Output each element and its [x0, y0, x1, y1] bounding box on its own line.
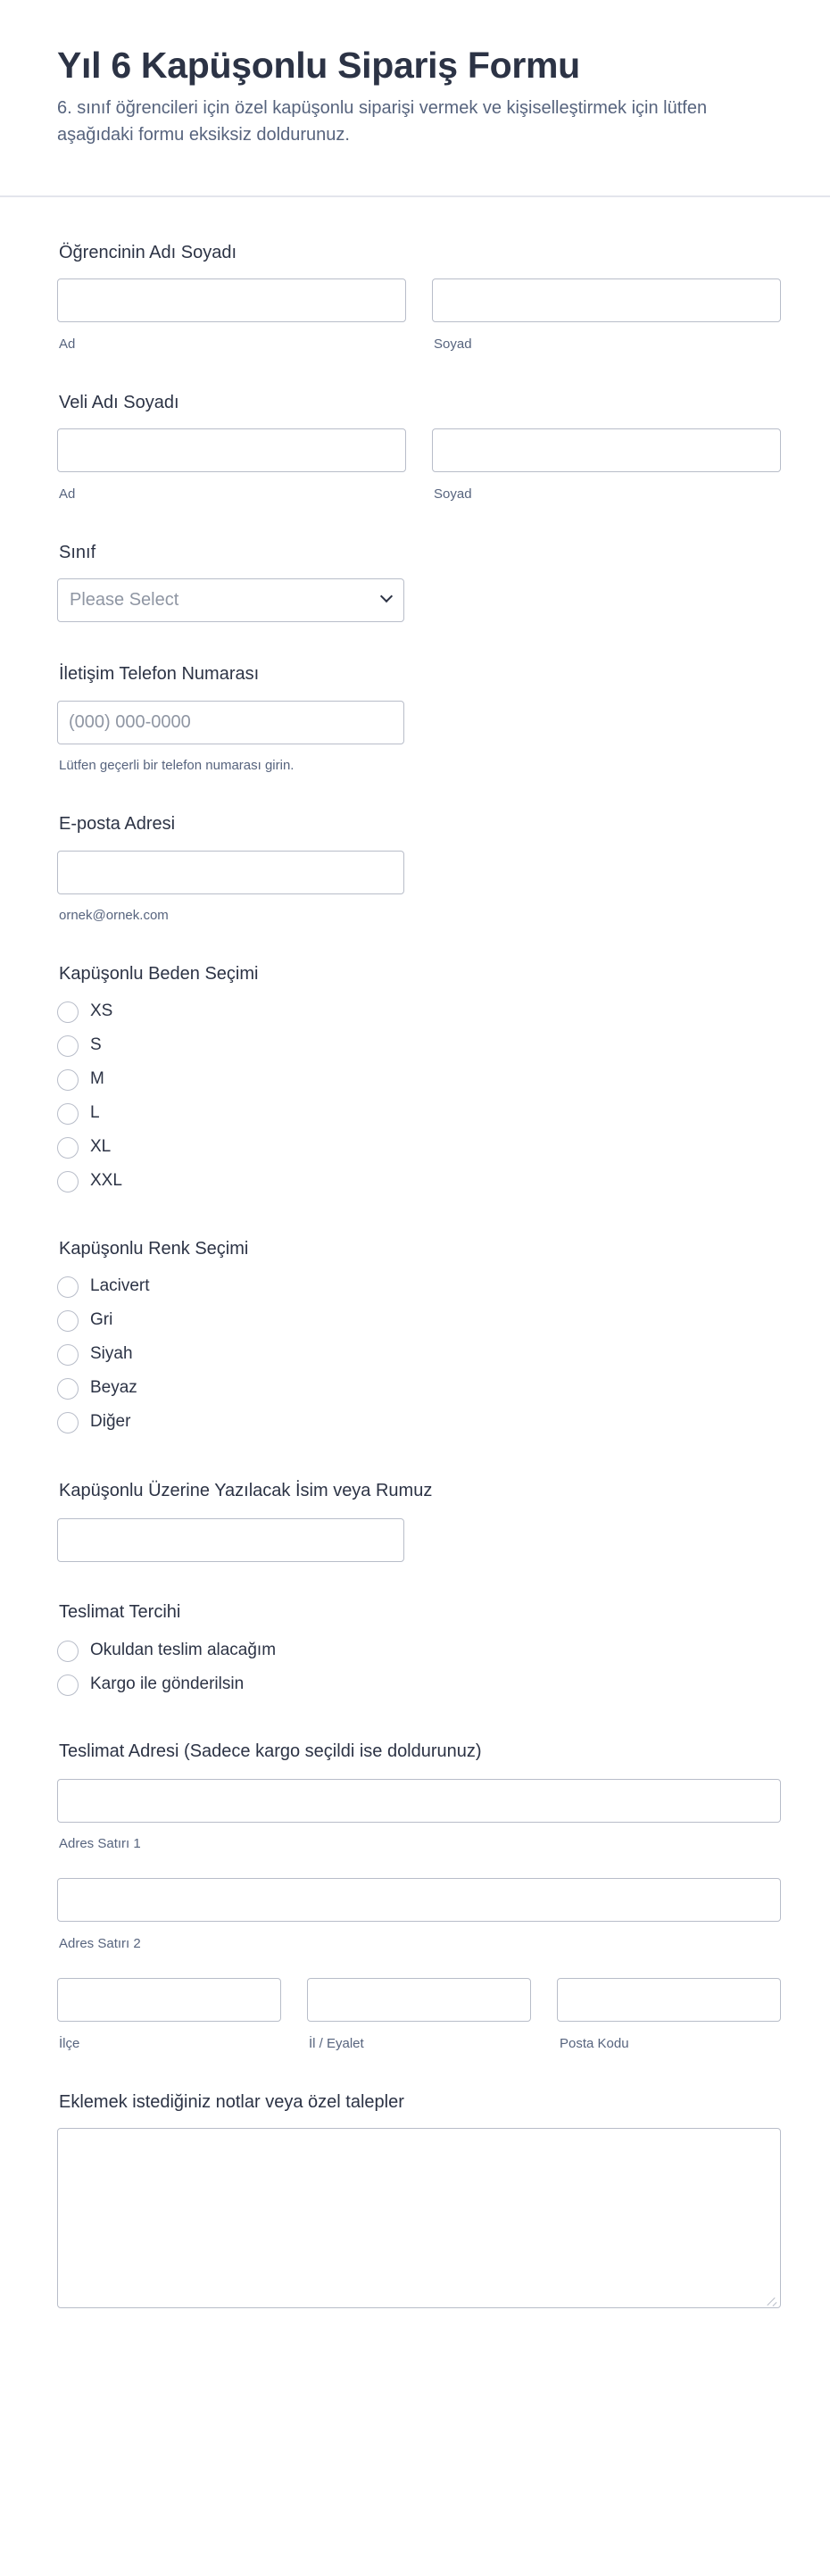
radio-circle[interactable]: [57, 1103, 79, 1125]
student-last-name-sublabel: Soyad: [434, 337, 472, 352]
form-subtitle: 6. sınıf öğrencileri için özel kapüşonlu siparişi vermek ve kişiselleştirmek için lütfen aşağıdaki formu eksiksiz doldurunuz.: [57, 98, 708, 145]
address-label: Teslimat Adresi (Sadece kargo seçildi ise doldurunuz): [59, 1741, 482, 1761]
radio-circle[interactable]: [57, 1069, 79, 1091]
radio-circle[interactable]: [57, 1276, 79, 1298]
postal-code-sublabel: Posta Kodu: [560, 2036, 629, 2051]
phone-hint: Lütfen geçerli bir telefon numarası girin.: [59, 758, 295, 773]
grade-label: Sınıf: [59, 543, 96, 562]
color-label: Kapüşonlu Renk Seçimi: [59, 1239, 249, 1259]
parent-first-name-sublabel: Ad: [59, 486, 76, 502]
size-option-label: M: [90, 1069, 104, 1088]
parent-last-name-input[interactable]: [432, 428, 781, 472]
address-line1-sublabel: Adres Satırı 1: [59, 1836, 141, 1851]
province-input[interactable]: [307, 1978, 531, 2022]
radio-circle[interactable]: [57, 1137, 79, 1159]
postal-code-input[interactable]: [557, 1978, 781, 2022]
district-input[interactable]: [57, 1978, 281, 2022]
color-option-label: Beyaz: [90, 1378, 137, 1397]
delivery-option-label: Okuldan teslim alacağım: [90, 1641, 277, 1659]
chevron-down-icon: [380, 590, 393, 602]
province-sublabel: İl / Eyalet: [309, 2036, 364, 2051]
student-name-label: Öğrencinin Adı Soyadı: [59, 243, 237, 262]
custom-name-label: Kapüşonlu Üzerine Yazılacak İsim veya Rumuz: [59, 1481, 433, 1500]
parent-first-name-input[interactable]: [57, 428, 406, 472]
grade-select-value: Please Select: [70, 590, 179, 610]
phone-label: İletişim Telefon Numarası: [59, 664, 260, 684]
color-option-label: Lacivert: [90, 1276, 150, 1295]
radio-circle[interactable]: [57, 1035, 79, 1057]
notes-label: Eklemek istediğiniz notlar veya özel talepler: [59, 2092, 404, 2112]
radio-circle[interactable]: [57, 1344, 79, 1366]
address-line2-input[interactable]: [57, 1878, 781, 1922]
radio-circle[interactable]: [57, 1171, 79, 1192]
custom-name-input[interactable]: [57, 1518, 404, 1562]
notes-textarea[interactable]: [57, 2128, 781, 2308]
size-option-label: L: [90, 1103, 100, 1122]
form-header: [0, 0, 830, 197]
student-first-name-input[interactable]: [57, 278, 406, 322]
form-title: Yıl 6 Kapüşonlu Sipariş Formu: [57, 45, 580, 86]
parent-name-label: Veli Adı Soyadı: [59, 393, 179, 412]
phone-input[interactable]: [57, 701, 404, 744]
size-label: Kapüşonlu Beden Seçimi: [59, 964, 259, 984]
grade-select[interactable]: [57, 578, 404, 622]
parent-last-name-sublabel: Soyad: [434, 486, 472, 502]
radio-circle[interactable]: [57, 1378, 79, 1400]
radio-circle[interactable]: [57, 1001, 79, 1023]
email-hint: ornek@ornek.com: [59, 908, 169, 923]
district-sublabel: İlçe: [59, 2036, 80, 2051]
delivery-label: Teslimat Tercihi: [59, 1602, 181, 1622]
student-first-name-sublabel: Ad: [59, 337, 76, 352]
email-label: E-posta Adresi: [59, 814, 176, 834]
address-line1-input[interactable]: [57, 1779, 781, 1823]
size-option-label: XL: [90, 1137, 112, 1156]
student-last-name-input[interactable]: [432, 278, 781, 322]
radio-circle[interactable]: [57, 1641, 79, 1662]
radio-circle[interactable]: [57, 1412, 79, 1433]
size-option-label: XS: [90, 1001, 113, 1020]
size-option-label: XXL: [90, 1171, 122, 1190]
color-option-label: Siyah: [90, 1344, 133, 1363]
resize-handle-icon[interactable]: [764, 2294, 776, 2306]
color-option-label: Diğer: [90, 1412, 131, 1431]
email-input[interactable]: [57, 851, 404, 894]
address-line2-sublabel: Adres Satırı 2: [59, 1936, 141, 1951]
color-option-label: Gri: [90, 1310, 113, 1329]
delivery-option-label: Kargo ile gönderilsin: [90, 1674, 245, 1693]
size-option-label: S: [90, 1035, 102, 1054]
radio-circle[interactable]: [57, 1674, 79, 1696]
radio-circle[interactable]: [57, 1310, 79, 1332]
